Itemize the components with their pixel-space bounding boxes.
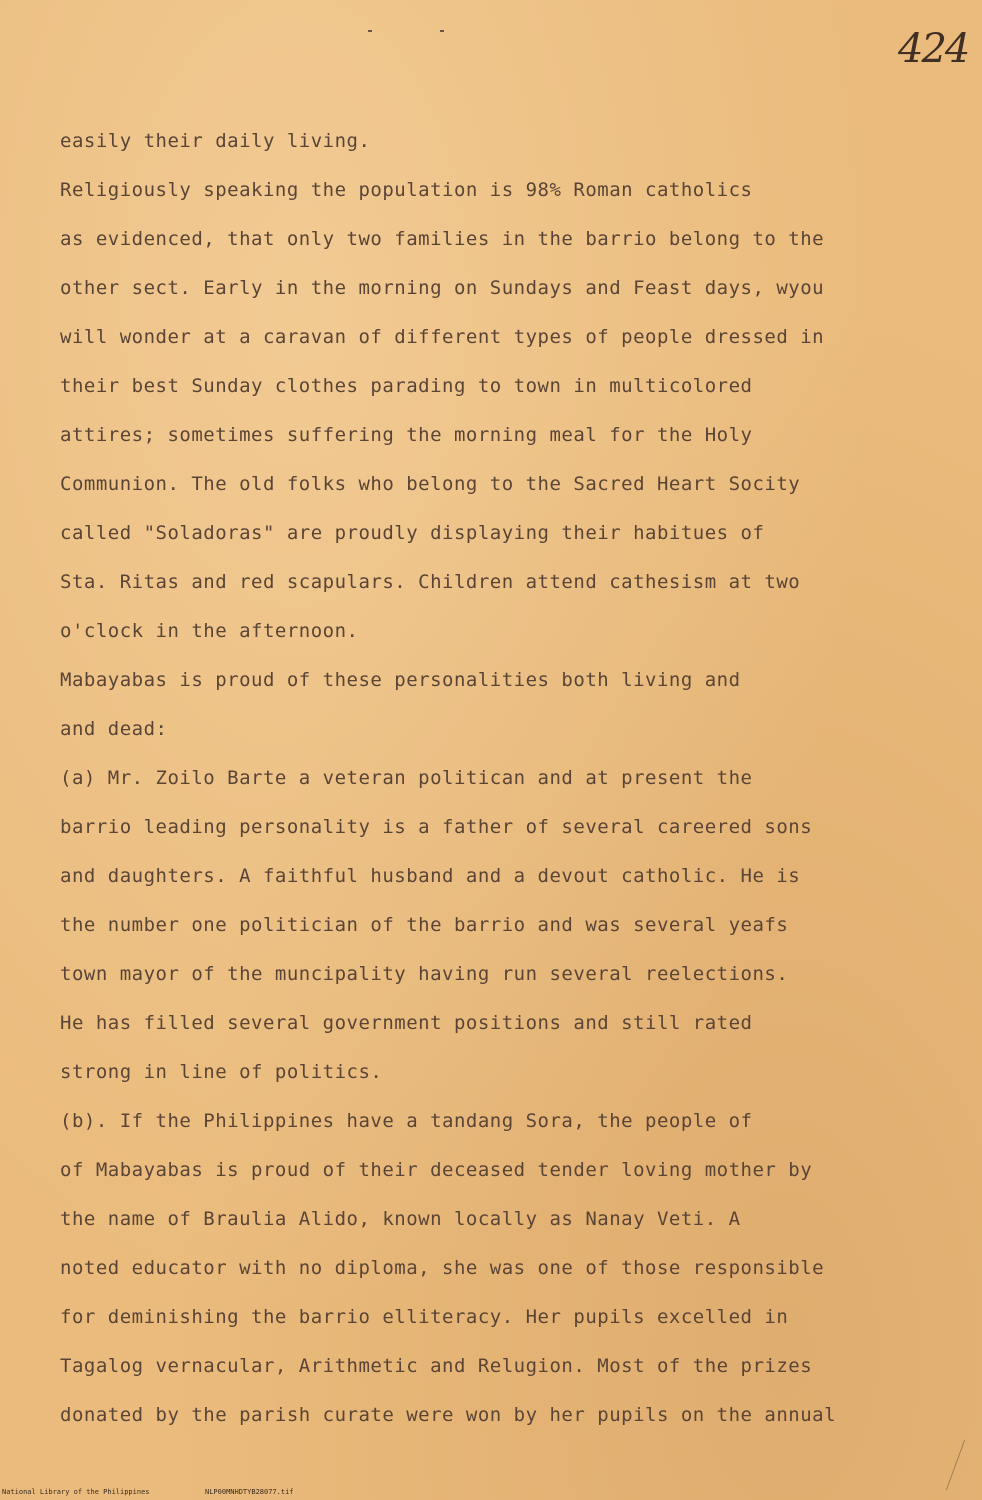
text-line: as evidenced, that only two families in the barrio belong to the <box>60 228 825 250</box>
text-line: donated by the parish curate were won by her pupils on the annual <box>60 1404 837 1426</box>
scan-mark <box>440 30 444 32</box>
page-corner-mark <box>946 1440 982 1490</box>
text-line: barrio leading personality is a father of several careered sons <box>60 816 813 838</box>
text-line: will wonder at a caravan of different types of people dressed in <box>60 326 825 348</box>
text-line: of Mabayabas is proud of their deceased tender loving mother by <box>60 1159 813 1181</box>
text-line: and dead: <box>60 718 168 740</box>
text-line: town mayor of the muncipality having run several reelections. <box>60 963 789 985</box>
text-line: attires; sometimes suffering the morning meal for the Holy <box>60 424 753 446</box>
library-credit: National Library of the Philippines <box>2 1488 150 1496</box>
text-line: easily their daily living. <box>60 130 371 152</box>
text-line: (b). If the Philippines have a tandang Sora, the people of <box>60 1110 753 1132</box>
text-line: He has filled several government positions and still rated <box>60 1012 753 1034</box>
text-line: and daughters. A faithful husband and a devout catholic. He is <box>60 865 801 887</box>
text-line: (a) Mr. Zoilo Barte a veteran politican and at present the <box>60 767 753 789</box>
text-line: Tagalog vernacular, Arithmetic and Relugion. Most of the prizes <box>60 1355 813 1377</box>
scan-mark <box>368 30 372 32</box>
text-line: noted educator with no diploma, she was one of those responsible <box>60 1257 825 1279</box>
text-line: the number one politician of the barrio and was several yeafs <box>60 914 789 936</box>
text-line: other sect. Early in the morning on Sundays and Feast days, wyou <box>60 277 825 299</box>
text-line: o'clock in the afternoon. <box>60 620 359 642</box>
text-line: their best Sunday clothes parading to town in multicolored <box>60 375 753 397</box>
scan-filename: NLP00MNHDTYB28077.tif <box>205 1488 294 1496</box>
text-line: Communion. The old folks who belong to the Sacred Heart Socity <box>60 473 801 495</box>
page-number: 424 <box>898 26 969 72</box>
text-line: for deminishing the barrio elliteracy. Her pupils excelled in <box>60 1306 789 1328</box>
text-line: the name of Braulia Alido, known locally as Nanay Veti. A <box>60 1208 741 1230</box>
text-line: called "Soladoras" are proudly displaying their habitues of <box>60 522 765 544</box>
text-line: Mabayabas is proud of these personalities both living and <box>60 669 741 691</box>
text-line: strong in line of politics. <box>60 1061 383 1083</box>
typed-text-body <box>60 117 900 1440</box>
text-line: Religiously speaking the population is 98% Roman catholics <box>60 179 753 201</box>
text-line: Sta. Ritas and red scapulars. Children attend cathesism at two <box>60 571 801 593</box>
